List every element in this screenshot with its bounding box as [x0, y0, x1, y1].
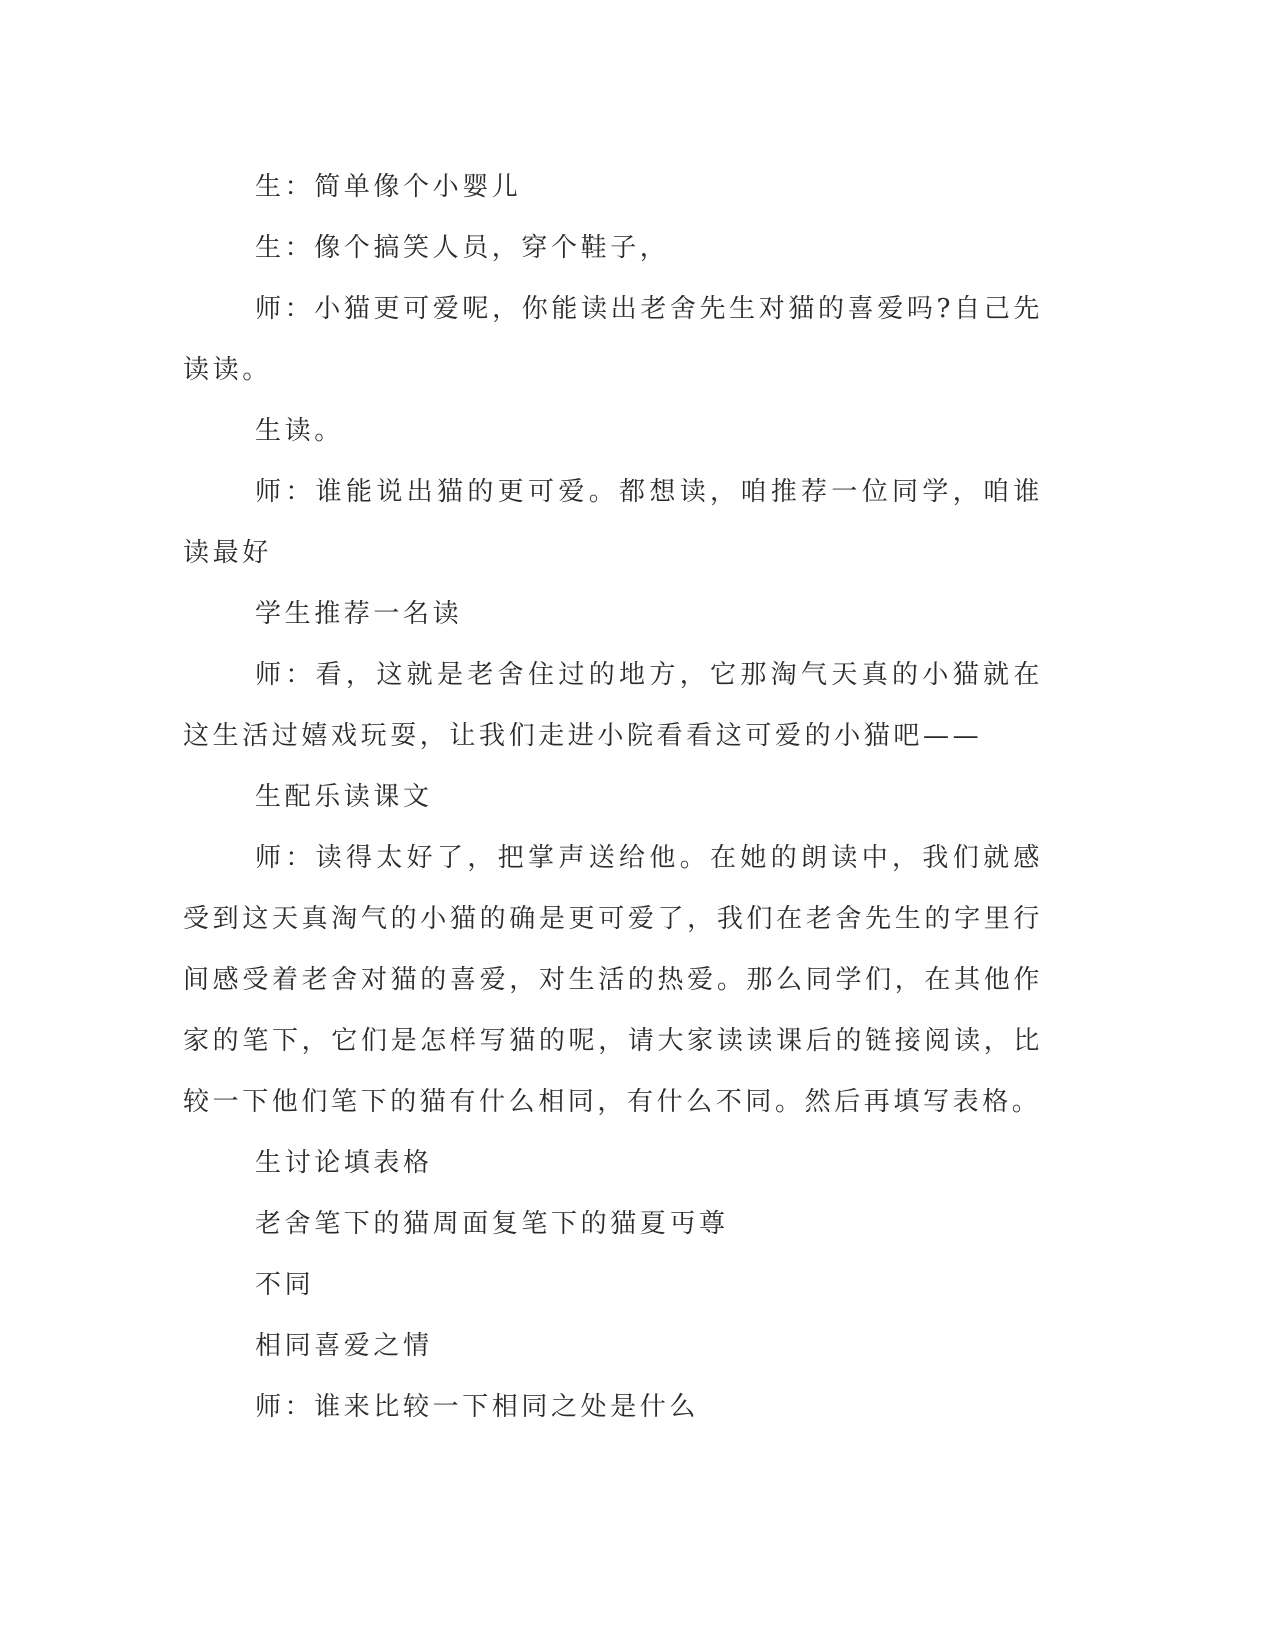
- paragraph-3: 师：小猫更可爱呢，你能读出老舍先生对猫的喜爱吗?自己先读读。: [183, 294, 1043, 385]
- paragraph-8: 生配乐读课文: [255, 782, 433, 812]
- paragraph-1: 生：简单像个小婴儿: [255, 172, 522, 202]
- paragraph-4: 生读。: [255, 416, 344, 446]
- paragraph-5: 师：谁能说出猫的更可爱。都想读，咱推荐一位同学，咱谁读最好: [183, 477, 1043, 568]
- paragraph-9: 师：读得太好了，把掌声送给他。在她的朗读中，我们就感受到这天真淘气的小猫的确是更可爱了，我们在老舍先生的字里行间感受着老舍对猫的喜爱，对生活的热爱。那么同学们，在其他作家的笔下，它们是怎样写猫的呢，请大家读读课后的链接阅读，比较一下他们笔下的猫有什么相同，有什么不同。然后再填写表格。: [183, 843, 1043, 1117]
- paragraph-11: 老舍笔下的猫周面复笔下的猫夏丏尊: [255, 1209, 729, 1239]
- paragraph-7: 师：看，这就是老舍住过的地方，它那淘气天真的小猫就在这生活过嬉戏玩耍，让我们走进小院看看这可爱的小猫吧——: [183, 660, 1043, 751]
- paragraph-14: 师：谁来比较一下相同之处是什么: [255, 1392, 700, 1422]
- paragraph-13: 相同喜爱之情: [255, 1331, 433, 1361]
- paragraph-6: 学生推荐一名读: [255, 599, 463, 629]
- paragraph-12: 不同: [255, 1270, 315, 1300]
- paragraph-2: 生：像个搞笑人员，穿个鞋子，: [255, 233, 670, 263]
- paragraph-10: 生讨论填表格: [255, 1148, 433, 1178]
- document-body: [183, 157, 1043, 1438]
